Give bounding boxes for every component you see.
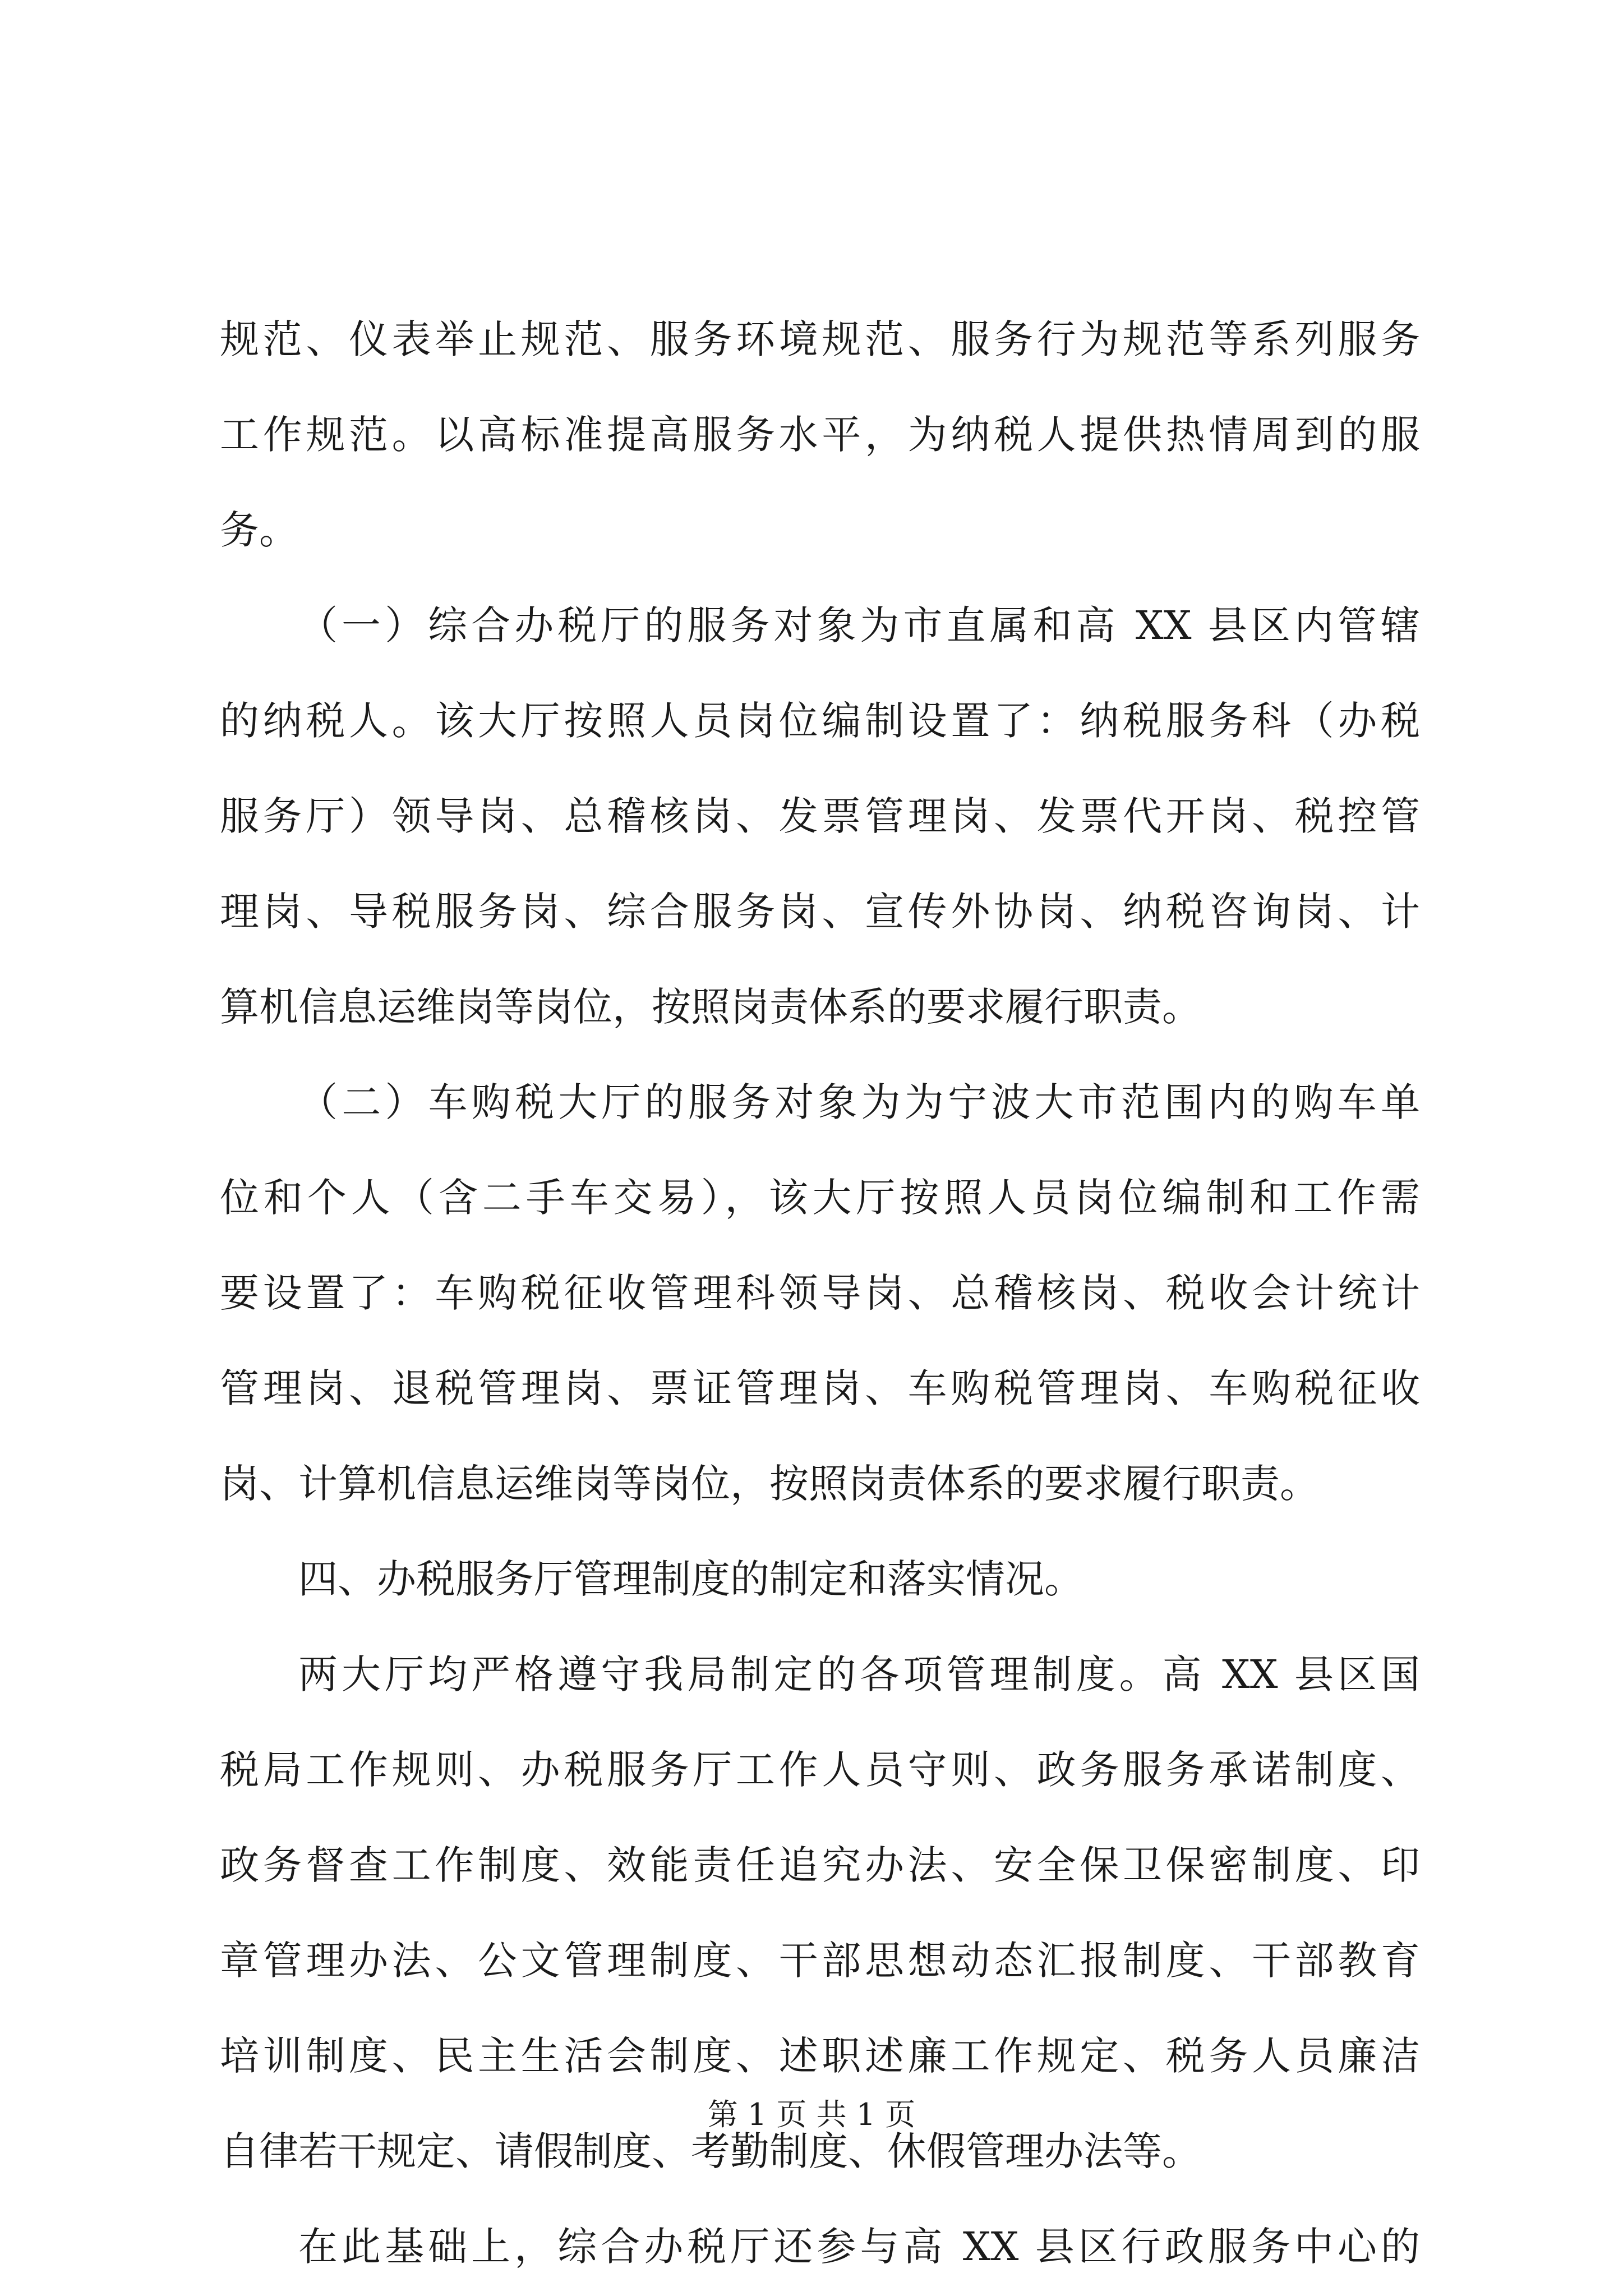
section-heading: 四、办税服务厅管理制度的制定和落实情况。 bbox=[298, 1556, 1083, 1602]
text-line: 服务厅）领导岗、总稽核岗、发票管理岗、发票代开岗、税控管 bbox=[220, 793, 1420, 839]
text-line: 算机信息运维岗等岗位，按照岗责体系的要求履行职责。 bbox=[220, 984, 1201, 1030]
text-line: 的纳税人。该大厅按照人员岗位编制设置了：纳税服务科（办税 bbox=[220, 698, 1420, 744]
text-line: 工作规范。以高标准提高服务水平，为纳税人提供热情周到的服 bbox=[220, 412, 1420, 458]
text-line: 自律若干规定、请假制度、考勤制度、休假管理办法等。 bbox=[220, 2128, 1201, 2174]
page-number: 第 1 页 共 1 页 bbox=[707, 2097, 916, 2132]
text-line: 规范、仪表举止规范、服务环境规范、服务行为规范等系列服务 bbox=[220, 316, 1420, 362]
text-line: 管理岗、退税管理岗、票证管理岗、车购税管理岗、车购税征收 bbox=[220, 1365, 1420, 1411]
text-line: 政务督查工作制度、效能责任追究办法、安全保卫保密制度、印 bbox=[220, 1842, 1420, 1888]
text-line: （一）综合办税厅的服务对象为市直属和高 XX 县区内管辖 bbox=[298, 602, 1420, 648]
text-line: 务。 bbox=[220, 507, 298, 553]
text-line: （二）车购税大厅的服务对象为为宁波大市范围内的购车单 bbox=[298, 1079, 1420, 1125]
document-body bbox=[220, 292, 1420, 2294]
text-line: 培训制度、民主生活会制度、述职述廉工作规定、税务人员廉洁 bbox=[220, 2033, 1420, 2079]
text-line: 在此基础上，综合办税厅还参与高 XX 县区行政服务中心的 bbox=[298, 2224, 1420, 2270]
text-line: 要设置了：车购税征收管理科领导岗、总稽核岗、税收会计统计 bbox=[220, 1270, 1420, 1316]
page-footer bbox=[0, 2092, 1623, 2137]
text-line: 理岗、导税服务岗、综合服务岗、宣传外协岗、纳税咨询岗、计 bbox=[220, 889, 1420, 935]
text-line: 岗、计算机信息运维岗等岗位，按照岗责体系的要求履行职责。 bbox=[220, 1461, 1319, 1507]
text-line: 位和个人（含二手车交易），该大厅按照人员岗位编制和工作需 bbox=[220, 1175, 1420, 1221]
text-line: 章管理办法、公文管理制度、干部思想动态汇报制度、干部教育 bbox=[220, 1938, 1420, 1984]
text-line: 两大厅均严格遵守我局制定的各项管理制度。高 XX 县区国 bbox=[298, 1651, 1420, 1697]
text-line: 税局工作规则、办税服务厅工作人员守则、政务服务承诺制度、 bbox=[220, 1747, 1420, 1793]
